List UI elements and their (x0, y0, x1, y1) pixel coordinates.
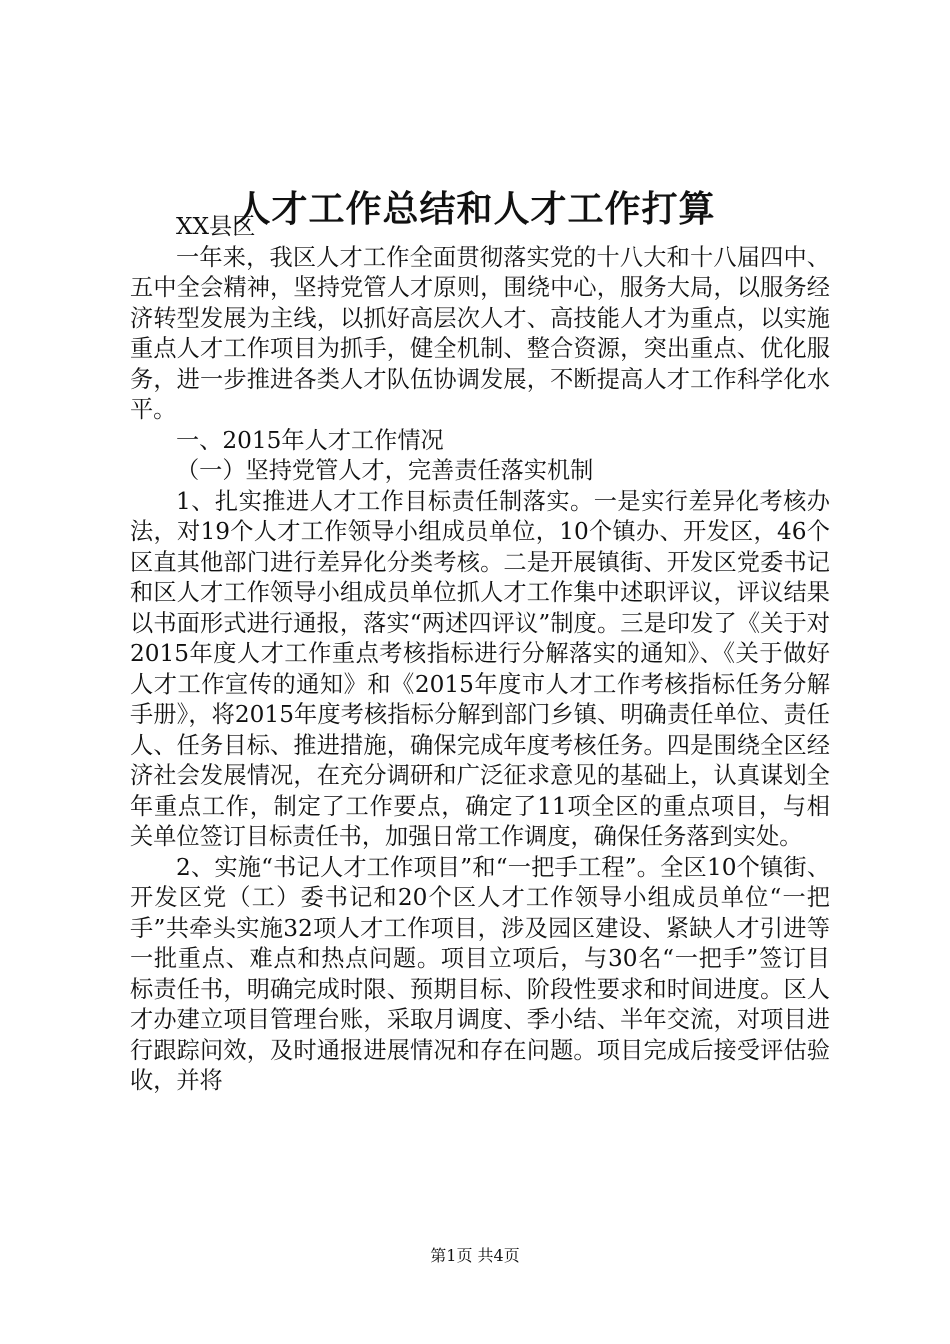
paragraph-intro: 一年来，我区人才工作全面贯彻落实党的十八大和十八届四中、五中全会精神，坚持党管人才原则，围绕中心，服务大局，以服务经济转型发展为主线，以抓好高层次人才、高技能人才为重点，以实施重点人才工作项目为抓手，健全机制、整合资源，突出重点、优化服务，进一步推进各类人才队伍协调发展，不断提高人才工作科学化水平。 (130, 243, 830, 423)
author-line: XX县区 (176, 213, 256, 240)
paragraph-item-1: 1、扎实推进人才工作目标责任制落实。一是实行差异化考核办法，对19个人才工作领导小组成员单位，10个镇办、开发区，46个区直其他部门进行差异化分类考核。二是开展镇街、开发区党委书记和区人才工作领导小组成员单位抓人才工作集中述职评议，评议结果以书面形式进行通报，落实“两述四评议”制度。三是印发了《关于对2015年度人才工作重点考核指标进行分解落实的通知》、《关于做好人才工作宣传的通知》和《2015年度市人才工作考核指标任务分解手册》，将2015年度考核指标分解到部门乡镇、明确责任单位、责任人、任务目标、推进措施，确保完成年度考核任务。四是围绕全区经济社会发展情况，在充分调研和广泛征求意见的基础上，认真谋划全年重点工作，制定了工作要点，确定了11项全区的重点项目，与相关单位签订目标责任书，加强日常工作调度，确保任务落到实处。 (130, 487, 830, 850)
subsection-heading: （一）坚持党管人才，完善责任落实机制 (176, 457, 594, 484)
section-heading: 一、2015年人才工作情况 (176, 426, 444, 454)
document-title: 人才工作总结和人才工作打算 (234, 188, 716, 230)
paragraph-item-2: 2、实施“书记人才工作项目”和“一把手工程”。全区10个镇街、开发区党（工）委书记和20个区人才工作领导小组成员单位“一把手”共牵头实施32项人才工作项目，涉及园区建设、紧缺人才引进等一批重点、难点和热点问题。项目立项后，与30名“一把手”签订目标责任书，明确完成时限、预期目标、阶段性要求和时间进度。区人才办建立项目管理台账，采取月调度、季小结、半年交流，对项目进行跟踪问效，及时通报进展情况和存在问题。项目完成后接受评估验收，并将 (130, 853, 830, 1094)
page-footer: 第1页 共4页 (430, 1246, 520, 1265)
document-body (130, 212, 830, 1097)
